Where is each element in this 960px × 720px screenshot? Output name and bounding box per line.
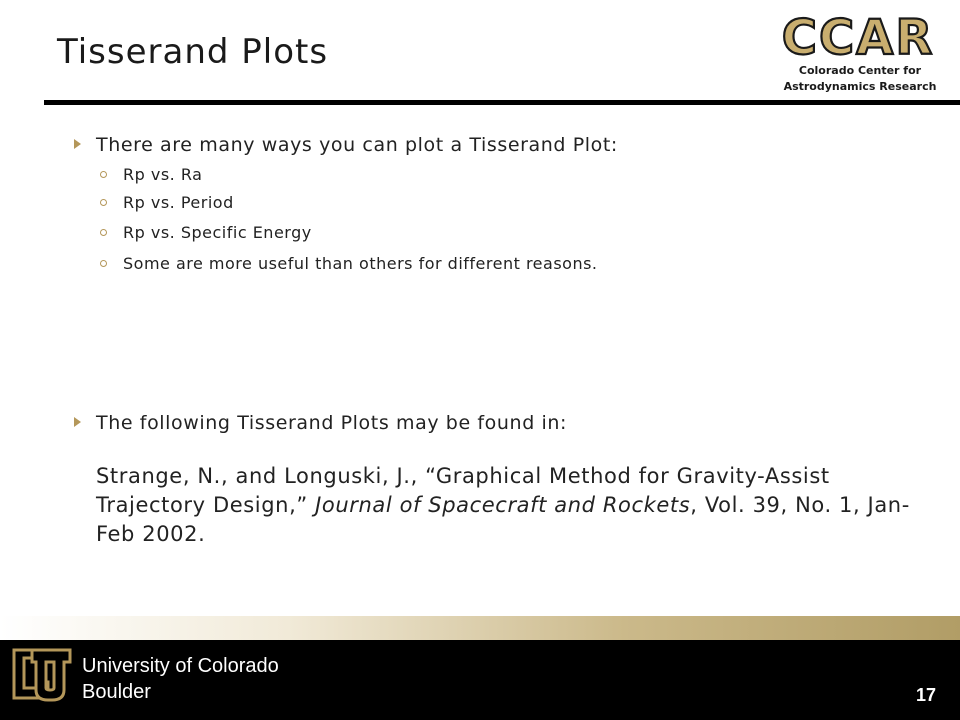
ring-bullet-icon [100,260,107,267]
citation [96,462,926,549]
ring-bullet-icon [100,229,107,236]
bullet-2-text: The following Tisserand Plots may be found in: [96,412,568,434]
bullet-1-text: There are many ways you can plot a Tisserand Plot: [96,134,618,156]
cu-logo-icon [8,642,74,706]
arrow-bullet-icon [74,139,81,149]
ccar-logo-acronym: CCAR [781,10,935,66]
slide-title: Tisserand Plots [57,32,329,72]
ring-bullet-icon [100,171,107,178]
sub-bullet-text: Rp vs. Ra [123,165,203,184]
university-name [82,653,279,705]
ring-bullet-icon [100,199,107,206]
citation-details: , Vol. 39, No. 1, Jan-Feb 2002. [96,493,910,546]
sub-bullet-text: Some are more useful than others for different reasons. [123,254,598,273]
citation-authors-title: Strange, N., and Longuski, J., “Graphical Method for Gravity-Assist Trajectory Design,” [96,464,830,517]
arrow-bullet-icon [74,417,81,427]
ccar-logo [768,6,948,98]
ccar-logo-line1: Colorado Center for [798,64,922,77]
gold-gradient-stripe [0,616,960,640]
university-name-line1: University of Colorado [82,655,279,677]
citation-journal: Journal of Spacecraft and Rockets [315,493,691,517]
title-divider [44,100,960,105]
sub-bullet-text: Rp vs. Period [123,193,234,212]
university-name-line2: Boulder [82,681,151,703]
ccar-logo-line2: Astrodynamics Research [783,80,937,93]
page-number: 17 [915,685,936,705]
sub-bullet-text: Rp vs. Specific Energy [123,223,312,242]
